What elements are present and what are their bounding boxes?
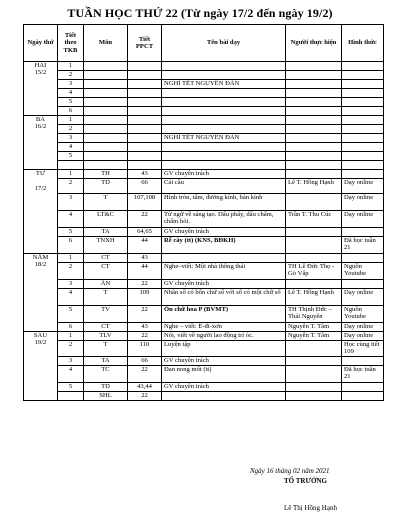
period-cell: 1 <box>58 116 84 125</box>
teacher-cell <box>286 89 342 98</box>
subject-cell: TD <box>84 382 128 391</box>
format-cell: Dạy online <box>342 211 384 228</box>
table-row <box>24 306 384 323</box>
teacher-cell <box>286 382 342 391</box>
format-cell <box>342 80 384 89</box>
ppct-cell <box>128 134 162 143</box>
period-cell: 5 <box>58 382 84 391</box>
table-row <box>24 254 384 263</box>
schedule-body <box>24 62 384 401</box>
ppct-cell: 107,108 <box>128 194 162 211</box>
subject-cell <box>84 161 128 170</box>
ppct-cell: 43 <box>128 170 162 179</box>
subject-cell <box>84 62 128 71</box>
teacher-cell <box>286 107 342 116</box>
day-label: BA 16/2 <box>24 116 58 170</box>
period-cell: 6 <box>58 237 84 254</box>
subject-cell: CT <box>84 323 128 332</box>
lesson-cell <box>162 152 286 161</box>
teacher-cell: Lê T. Hồng Hạnh <box>286 289 342 306</box>
format-cell <box>342 107 384 116</box>
format-cell <box>342 254 384 263</box>
page-title: TUẦN HỌC THỨ 22 (Từ ngày 17/2 đến ngày 19/2) <box>67 6 333 20</box>
format-cell <box>342 89 384 98</box>
subject-cell <box>84 89 128 98</box>
format-cell: Dạy online <box>342 179 384 194</box>
ppct-cell: 43 <box>128 254 162 263</box>
table-row <box>24 179 384 194</box>
teacher-cell <box>286 194 342 211</box>
period-cell <box>58 161 84 170</box>
format-cell: Dạy online <box>342 289 384 306</box>
ppct-cell: 66 <box>128 179 162 194</box>
period-cell: 1 <box>58 170 84 179</box>
format-cell <box>342 152 384 161</box>
period-cell: 2 <box>58 179 84 194</box>
table-row <box>24 170 384 179</box>
lesson-cell: GV chuyên trách <box>162 356 286 365</box>
table-row <box>24 98 384 107</box>
period-cell: 2 <box>58 341 84 357</box>
teacher-cell <box>286 125 342 134</box>
lesson-cell: Ôn chữ hoa P (BVMT) <box>162 306 286 323</box>
table-row <box>24 71 384 80</box>
subject-cell: T <box>84 289 128 306</box>
day-label: NĂM 18/2 <box>24 254 58 332</box>
lesson-cell <box>162 107 286 116</box>
teacher-cell <box>286 341 342 357</box>
format-cell <box>342 170 384 179</box>
ppct-cell <box>128 125 162 134</box>
format-cell <box>342 125 384 134</box>
footer-signer: Lê Thị Hồng Hạnh <box>284 504 337 512</box>
table-row <box>24 289 384 306</box>
period-cell: 3 <box>58 280 84 289</box>
header-period: Tiết theo TKB <box>58 25 84 62</box>
format-cell <box>342 62 384 71</box>
ppct-cell: 22 <box>128 332 162 341</box>
format-cell <box>342 382 384 391</box>
teacher-cell <box>286 116 342 125</box>
table-row <box>24 152 384 161</box>
lesson-cell <box>162 71 286 80</box>
subject-cell: TLV <box>84 332 128 341</box>
subject-cell <box>84 107 128 116</box>
subject-cell: TV <box>84 306 128 323</box>
format-cell: Dạy online <box>342 332 384 341</box>
subject-cell <box>84 125 128 134</box>
period-cell: 4 <box>58 289 84 306</box>
period-cell: 4 <box>58 211 84 228</box>
table-row <box>24 211 384 228</box>
table-row <box>24 356 384 365</box>
lesson-cell: GV chuyên trách <box>162 382 286 391</box>
header-format: Hình thức <box>342 25 384 62</box>
subject-cell: TA <box>84 228 128 237</box>
lesson-cell: Luyện tập <box>162 341 286 357</box>
period-cell: 3 <box>58 356 84 365</box>
table-row <box>24 62 384 71</box>
period-cell: 3 <box>58 194 84 211</box>
lesson-cell: Hình tròn, tâm, đường kính, bán kính <box>162 194 286 211</box>
ppct-cell <box>128 89 162 98</box>
teacher-cell: Nguyễn T. Tâm <box>286 323 342 332</box>
teacher-cell: Lê T. Hồng Hạnh <box>286 179 342 194</box>
lesson-cell: NGHỈ TẾT NGUYÊN ĐÁN <box>162 80 286 89</box>
lesson-cell: Đan nong mốt (tt) <box>162 365 286 382</box>
ppct-cell: 22 <box>128 391 162 400</box>
format-cell <box>342 161 384 170</box>
subject-cell: T <box>84 341 128 357</box>
format-cell: Đã học tuần 21 <box>342 237 384 254</box>
ppct-cell: 43 <box>128 323 162 332</box>
ppct-cell: 110 <box>128 341 162 357</box>
table-row <box>24 107 384 116</box>
lesson-cell <box>162 143 286 152</box>
ppct-cell <box>128 71 162 80</box>
period-cell: 5 <box>58 98 84 107</box>
format-cell: Dạy online <box>342 323 384 332</box>
table-row <box>24 382 384 391</box>
teacher-cell: TH Lê Đức Thọ - Gò Vấp <box>286 263 342 280</box>
period-cell: 5 <box>58 228 84 237</box>
subject-cell: TC <box>84 365 128 382</box>
subject-cell: LT&C <box>84 211 128 228</box>
period-cell: 6 <box>58 323 84 332</box>
format-cell: Học cùng tiết 109 <box>342 341 384 357</box>
teacher-cell <box>286 170 342 179</box>
period-cell: 1 <box>58 332 84 341</box>
lesson-cell <box>162 161 286 170</box>
period-cell: 4 <box>58 143 84 152</box>
table-row <box>24 134 384 143</box>
ppct-cell <box>128 161 162 170</box>
format-cell: Dạy online <box>342 194 384 211</box>
ppct-cell: 66 <box>128 356 162 365</box>
subject-cell: ÂN <box>84 280 128 289</box>
table-row <box>24 161 384 170</box>
format-cell <box>342 280 384 289</box>
teacher-cell <box>286 161 342 170</box>
teacher-cell <box>286 237 342 254</box>
teacher-cell <box>286 391 342 400</box>
period-cell: 3 <box>58 134 84 143</box>
period-cell: 2 <box>58 125 84 134</box>
period-cell: 3 <box>58 80 84 89</box>
teacher-cell: Trần T. Thu Cúc <box>286 211 342 228</box>
footer-date: Ngày 16 tháng 02 năm 2021 <box>250 467 330 475</box>
table-row <box>24 280 384 289</box>
subject-cell: TA <box>84 356 128 365</box>
header-day: Ngày thứ <box>24 25 58 62</box>
teacher-cell: Nguyễn T. Tâm <box>286 332 342 341</box>
subject-cell: CT <box>84 254 128 263</box>
teacher-cell <box>286 365 342 382</box>
format-cell <box>342 134 384 143</box>
lesson-cell: Từ ngữ về sáng tạo. Dấu phẩy, dấu chấm, chấm hỏi. <box>162 211 286 228</box>
teacher-cell <box>286 62 342 71</box>
table-row <box>24 116 384 125</box>
subject-cell: TNXH <box>84 237 128 254</box>
teacher-cell <box>286 71 342 80</box>
subject-cell <box>84 152 128 161</box>
format-cell: Nguồn Youtube <box>342 306 384 323</box>
teacher-cell <box>286 152 342 161</box>
period-cell: 2 <box>58 263 84 280</box>
format-cell <box>342 228 384 237</box>
teacher-cell <box>286 143 342 152</box>
ppct-cell: 22 <box>128 211 162 228</box>
ppct-cell <box>128 152 162 161</box>
table-row <box>24 341 384 357</box>
subject-cell <box>84 134 128 143</box>
subject-cell: TH <box>84 170 128 179</box>
table-row <box>24 228 384 237</box>
lesson-cell: Nghe – viết: Ê-đi-xơn <box>162 323 286 332</box>
lesson-cell: Nghe–viết: Một nhà thông thái <box>162 263 286 280</box>
subject-cell <box>84 143 128 152</box>
table-header-row <box>24 25 384 62</box>
subject-cell: T <box>84 194 128 211</box>
day-label: HAI 15/2 <box>24 62 58 116</box>
format-cell: Nguồn Youtube <box>342 263 384 280</box>
header-teacher: Người thực hiện <box>286 25 342 62</box>
period-cell: 4 <box>58 89 84 98</box>
subject-cell: SHL <box>84 391 128 400</box>
teacher-cell <box>286 80 342 89</box>
lesson-cell <box>162 254 286 263</box>
table-row <box>24 263 384 280</box>
format-cell <box>342 71 384 80</box>
lesson-cell: GV chuyên trách <box>162 228 286 237</box>
ppct-cell: 44 <box>128 263 162 280</box>
subject-cell: CT <box>84 263 128 280</box>
teacher-cell <box>286 228 342 237</box>
format-cell <box>342 143 384 152</box>
ppct-cell <box>128 62 162 71</box>
format-cell <box>342 98 384 107</box>
ppct-cell <box>128 80 162 89</box>
day-label: TƯ 17/2 <box>24 170 58 254</box>
table-row <box>24 125 384 134</box>
day-label: SÁU 19/2 <box>24 332 58 401</box>
period-cell: 2 <box>58 71 84 80</box>
ppct-cell <box>128 143 162 152</box>
table-row <box>24 365 384 382</box>
lesson-cell: Cái cầu <box>162 179 286 194</box>
lesson-cell <box>162 391 286 400</box>
period-cell: 1 <box>58 254 84 263</box>
lesson-cell: NGHỈ TẾT NGUYÊN ĐÁN <box>162 134 286 143</box>
subject-cell <box>84 98 128 107</box>
table-row <box>24 237 384 254</box>
lesson-cell <box>162 62 286 71</box>
lesson-cell: GV chuyên trách <box>162 280 286 289</box>
format-cell: Đã học tuần 21 <box>342 365 384 382</box>
lesson-cell <box>162 116 286 125</box>
ppct-cell: 22 <box>128 306 162 323</box>
teacher-cell <box>286 254 342 263</box>
period-cell: 1 <box>58 62 84 71</box>
schedule-table <box>23 24 384 401</box>
subject-cell: TD <box>84 179 128 194</box>
period-cell: 5 <box>58 306 84 323</box>
subject-cell <box>84 71 128 80</box>
subject-cell <box>84 116 128 125</box>
lesson-cell <box>162 89 286 98</box>
footer-role: TỔ TRƯỞNG <box>284 477 327 485</box>
ppct-cell: 44 <box>128 237 162 254</box>
period-cell: 4 <box>58 365 84 382</box>
format-cell <box>342 391 384 400</box>
lesson-cell: Nói, viết về người lao động trí óc. <box>162 332 286 341</box>
table-row <box>24 143 384 152</box>
format-cell <box>342 356 384 365</box>
period-cell <box>58 391 84 400</box>
header-lesson: Tên bài dạy <box>162 25 286 62</box>
teacher-cell: TH Thịnh Đức – Thái Nguyên <box>286 306 342 323</box>
ppct-cell: 22 <box>128 280 162 289</box>
lesson-cell: Rễ cây (tt) (KNS, BĐKH) <box>162 237 286 254</box>
teacher-cell <box>286 280 342 289</box>
lesson-cell <box>162 98 286 107</box>
lesson-cell: GV chuyên trách <box>162 170 286 179</box>
table-row <box>24 391 384 400</box>
ppct-cell: 22 <box>128 365 162 382</box>
header-ppct: Tiết PPCT <box>128 25 162 62</box>
ppct-cell <box>128 98 162 107</box>
ppct-cell: 43,44 <box>128 382 162 391</box>
table-row <box>24 80 384 89</box>
ppct-cell <box>128 116 162 125</box>
format-cell <box>342 116 384 125</box>
ppct-cell: 109 <box>128 289 162 306</box>
table-row <box>24 194 384 211</box>
table-row <box>24 89 384 98</box>
table-row <box>24 332 384 341</box>
period-cell: 6 <box>58 107 84 116</box>
lesson-cell <box>162 125 286 134</box>
lesson-cell: Nhân số có bốn chữ số với số có một chữ số <box>162 289 286 306</box>
ppct-cell <box>128 107 162 116</box>
teacher-cell <box>286 134 342 143</box>
ppct-cell: 64,65 <box>128 228 162 237</box>
period-cell: 5 <box>58 152 84 161</box>
subject-cell <box>84 80 128 89</box>
table-row <box>24 323 384 332</box>
teacher-cell <box>286 98 342 107</box>
header-subject: Môn <box>84 25 128 62</box>
teacher-cell <box>286 356 342 365</box>
